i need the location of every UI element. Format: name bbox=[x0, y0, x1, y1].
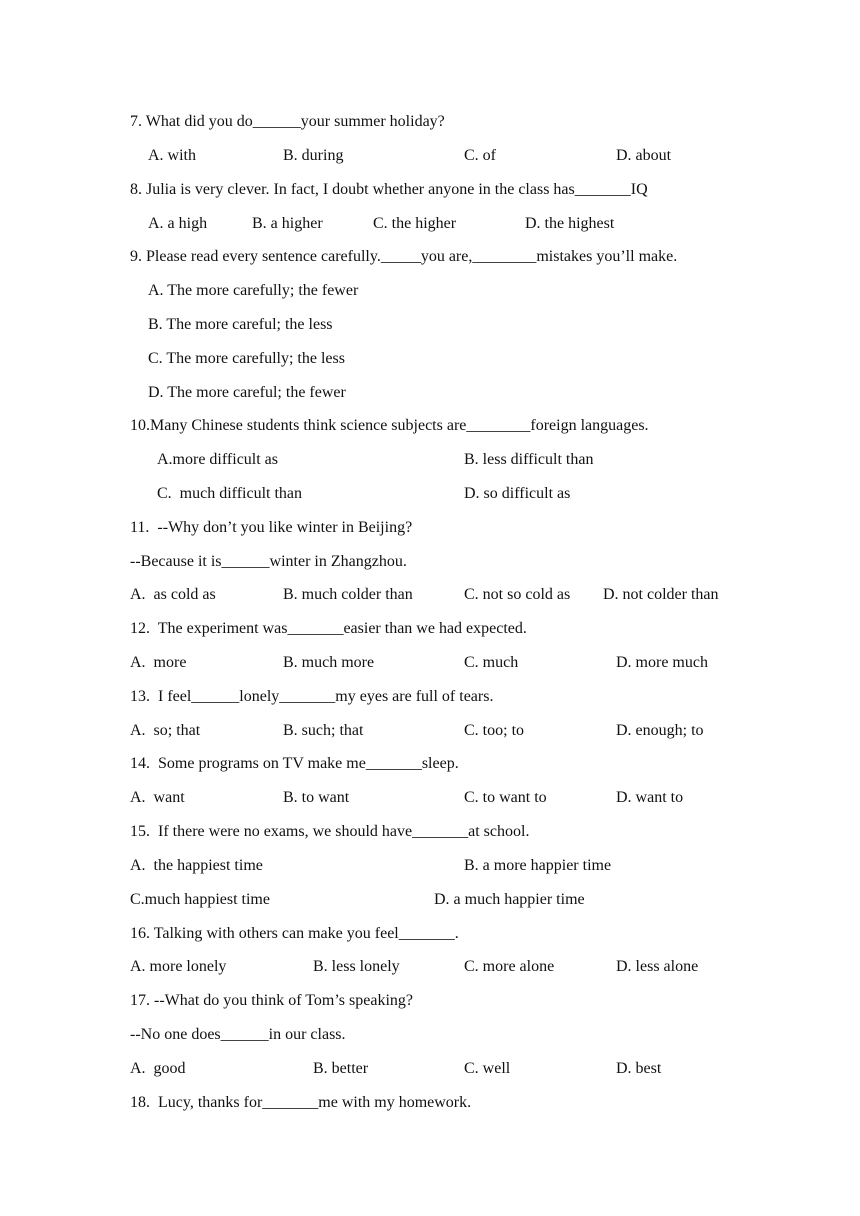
question-15-option-d: D. a much happier time bbox=[434, 891, 585, 908]
question-13-option-d: D. enough; to bbox=[616, 722, 704, 739]
question-8-stem: 8. Julia is very clever. In fact, I doubt whether anyone in the class has_______IQ bbox=[130, 181, 648, 198]
question-16-option-c: C. more alone bbox=[464, 958, 555, 975]
question-11-option-c: C. not so cold as bbox=[464, 586, 571, 603]
question-14-option-c: C. to want to bbox=[464, 789, 547, 806]
question-17-option-c: C. well bbox=[464, 1060, 511, 1077]
question-14-option-b: B. to want bbox=[283, 789, 350, 806]
question-13-option-c: C. too; to bbox=[464, 722, 525, 739]
question-9-option-a: A. The more carefully; the fewer bbox=[148, 282, 359, 299]
question-11-response: --Because it is______winter in Zhangzhou. bbox=[130, 553, 407, 570]
question-8-option-b: B. a higher bbox=[252, 215, 323, 232]
question-15-option-c: C.much happiest time bbox=[130, 891, 270, 908]
question-14-option-d: D. want to bbox=[616, 789, 684, 806]
question-10-option-d: D. so difficult as bbox=[464, 485, 571, 502]
question-12-option-d: D. more much bbox=[616, 654, 708, 671]
question-8-option-d: D. the highest bbox=[525, 215, 615, 232]
question-9-option-d: D. The more careful; the fewer bbox=[148, 384, 346, 401]
question-17-stem: 17. --What do you think of Tom’s speaking? bbox=[130, 992, 413, 1009]
question-17-option-b: B. better bbox=[313, 1060, 369, 1077]
question-16-option-a: A. more lonely bbox=[130, 958, 227, 975]
question-11-option-d: D. not colder than bbox=[603, 586, 719, 603]
question-17-response: --No one does______in our class. bbox=[130, 1026, 346, 1043]
question-10-option-a: A.more difficult as bbox=[157, 451, 279, 468]
question-18-stem: 18. Lucy, thanks for_______me with my homework. bbox=[130, 1094, 472, 1111]
question-17-option-d: D. best bbox=[616, 1060, 662, 1077]
question-7-option-b: B. during bbox=[283, 147, 344, 164]
question-7-option-c: C. of bbox=[464, 147, 496, 164]
question-9-stem: 9. Please read every sentence carefully._____you are,________mistakes you’ll make. bbox=[130, 248, 678, 265]
question-15-option-a: A. the happiest time bbox=[130, 857, 263, 874]
question-11-option-a: A. as cold as bbox=[130, 586, 216, 603]
question-11-option-b: B. much colder than bbox=[283, 586, 413, 603]
question-14-stem: 14. Some programs on TV make me_______sleep. bbox=[130, 755, 459, 772]
question-13-stem: 13. I feel______lonely_______my eyes are full of tears. bbox=[130, 688, 494, 705]
question-9-option-c: C. The more carefully; the less bbox=[148, 350, 345, 367]
question-15-stem: 15. If there were no exams, we should have_______at school. bbox=[130, 823, 530, 840]
question-16-option-d: D. less alone bbox=[616, 958, 699, 975]
question-7-stem: 7. What did you do______your summer holiday? bbox=[130, 113, 445, 130]
question-15-option-b: B. a more happier time bbox=[464, 857, 612, 874]
question-12-option-c: C. much bbox=[464, 654, 519, 671]
question-10-option-b: B. less difficult than bbox=[464, 451, 594, 468]
question-14-option-a: A. want bbox=[130, 789, 185, 806]
question-8-option-c: C. the higher bbox=[373, 215, 457, 232]
question-10-option-c: C. much difficult than bbox=[157, 485, 303, 502]
question-12-stem: 12. The experiment was_______easier than we had expected. bbox=[130, 620, 527, 637]
question-9-option-b: B. The more careful; the less bbox=[148, 316, 333, 333]
question-13-option-b: B. such; that bbox=[283, 722, 364, 739]
question-7-option-a: A. with bbox=[148, 147, 196, 164]
question-8-option-a: A. a high bbox=[148, 215, 208, 232]
question-12-option-b: B. much more bbox=[283, 654, 375, 671]
question-16-option-b: B. less lonely bbox=[313, 958, 400, 975]
question-17-option-a: A. good bbox=[130, 1060, 186, 1077]
question-16-stem: 16. Talking with others can make you feel_______. bbox=[130, 925, 459, 942]
question-7-option-d: D. about bbox=[616, 147, 672, 164]
question-11-stem: 11. --Why don’t you like winter in Beijing? bbox=[130, 519, 413, 536]
question-13-option-a: A. so; that bbox=[130, 722, 201, 739]
question-12-option-a: A. more bbox=[130, 654, 187, 671]
question-10-stem: 10.Many Chinese students think science subjects are________foreign languages. bbox=[130, 417, 649, 434]
